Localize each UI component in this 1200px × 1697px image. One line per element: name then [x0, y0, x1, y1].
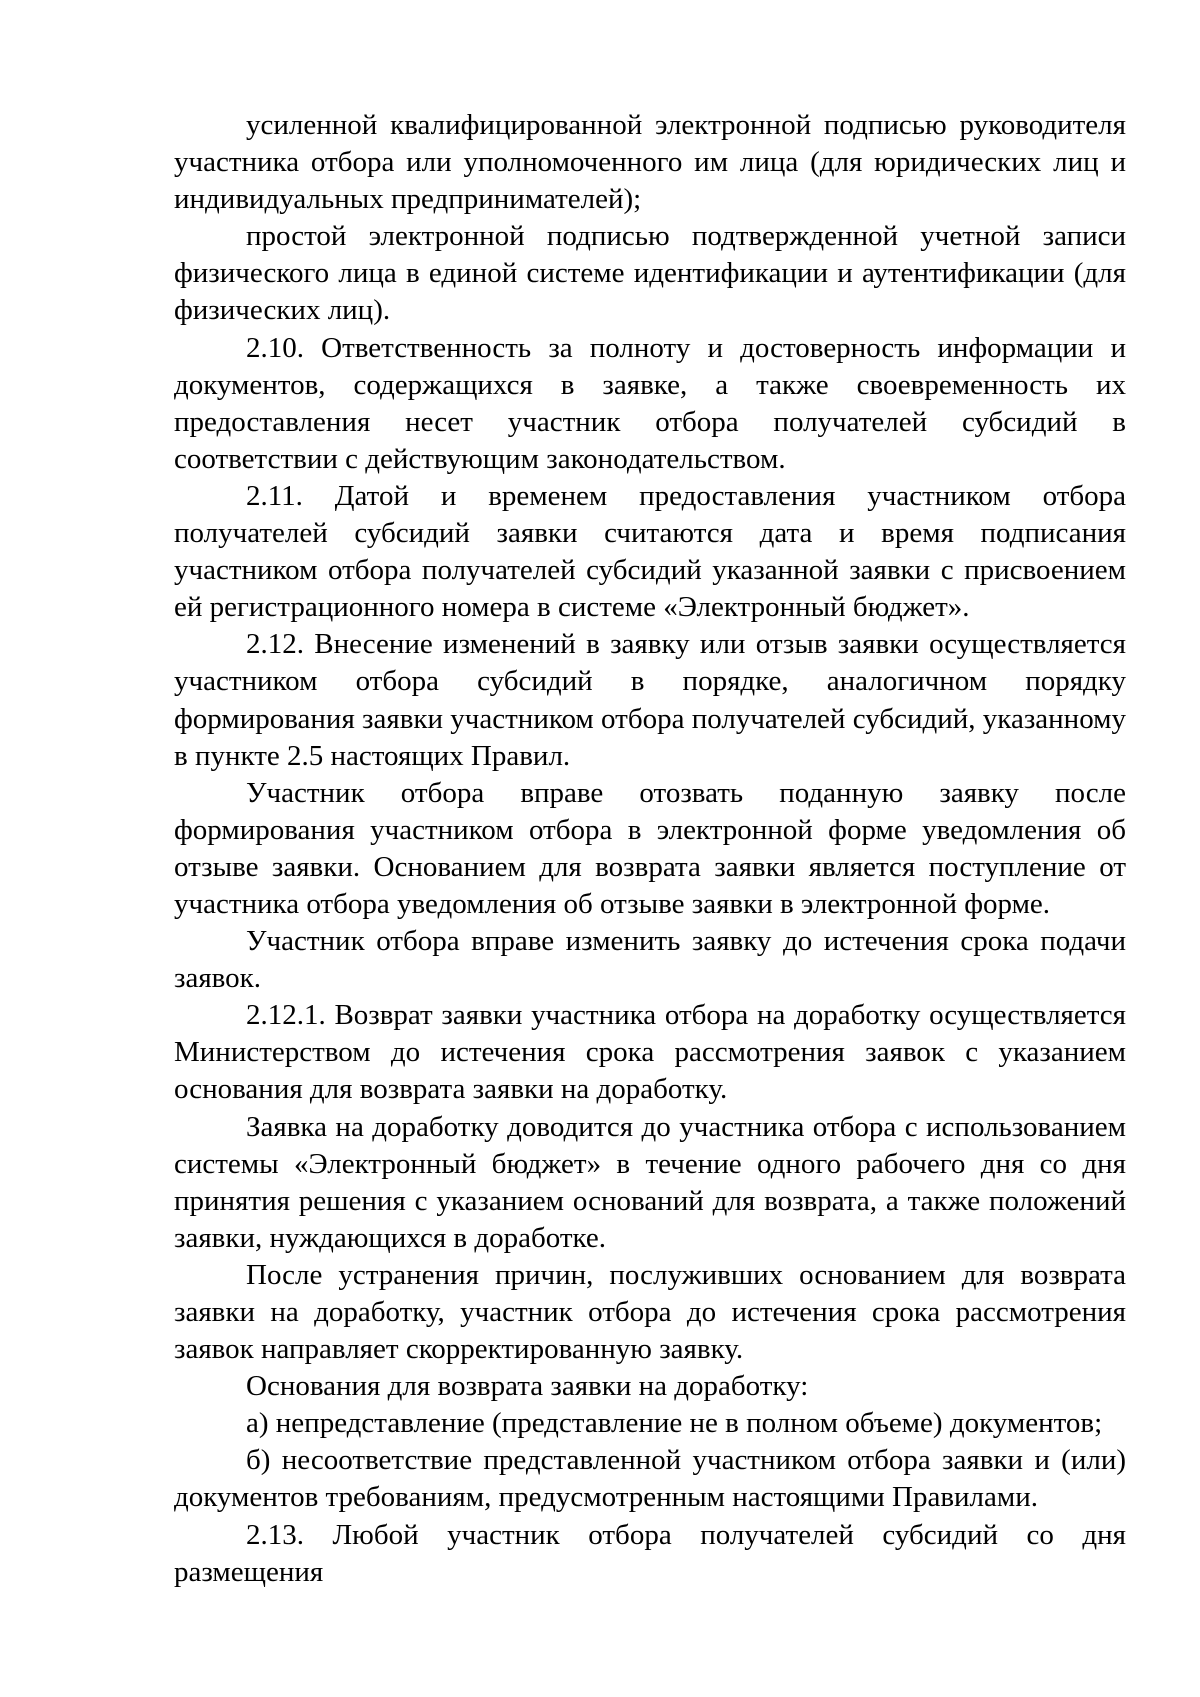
paragraph-withdraw-application: Участник отбора вправе отозвать поданную заявку после формирования участником отбора в электронной форме уведомления об отзыве заявки. Основанием для возврата заявки является поступление от участника отбора уведомления об отзыве заявки в электронной форме. [174, 776, 1126, 920]
paragraph-signature-simple: простой электронной подписью подтвержденной учетной записи физического лица в единой системе идентификации и аутентификации (для физических лиц). [174, 220, 1126, 327]
paragraph-ground-b: б) несоответствие представленной участником отбора заявки и (или) документов требованиям, предусмотренным настоящими Правилами. [174, 1444, 1126, 1514]
paragraph-ground-a: а) непредставление (представление не в полном объеме) документов; [246, 1407, 1103, 1440]
paragraph-signature-qualified: усиленной квалифицированной электронной подписью руководителя участника отбора или уполномоченного им лица (для юридических лиц и индивидуальных предпринимателей); [174, 109, 1126, 216]
paragraph-2-11: 2.11. Датой и временем предоставления участником отбора получателей субсидий заявки считаются дата и время подписания участником отбора получателей субсидий указанной заявки с присвоением ей регистрационного номера в системе «Электронный бюджет». [174, 479, 1126, 624]
document-page [174, 107, 1126, 1591]
paragraph-2-12-1: 2.12.1. Возврат заявки участника отбора на доработку осуществляется Министерством до истечения срока рассмотрения заявок с указанием основания для возврата заявки на доработку. [174, 999, 1126, 1106]
paragraph-after-rework: После устранения причин, послуживших основанием для возврата заявки на доработку, участник отбора до истечения срока рассмотрения заявок направляет скорректированную заявку. [174, 1258, 1126, 1366]
paragraph-change-application: Участник отбора вправе изменить заявку до истечения срока подачи заявок. [174, 925, 1126, 995]
paragraph-return-grounds-heading: Основания для возврата заявки на доработку: [246, 1370, 809, 1403]
paragraph-2-12: 2.12. Внесение изменений в заявку или отзыв заявки осуществляется участником отбора субсидий в порядке, аналогичном порядку формирования заявки участником отбора получателей субсидий, указанному в пункте 2.5 настоящих Правил. [174, 628, 1126, 772]
paragraph-rework-notice: Заявка на доработку доводится до участника отбора с использованием системы «Электронный бюджет» в течение одного рабочего дня со дня принятия решения с указанием оснований для возврата, а также положений заявки, нуждающихся в доработке. [174, 1110, 1126, 1254]
paragraph-2-13: 2.13. Любой участник отбора получателей субсидий со дня размещения [174, 1518, 1126, 1588]
paragraph-2-10: 2.10. Ответственность за полноту и достоверность информации и документов, содержащихся в заявке, а также своевременность их предоставления несет участник отбора получателей субсидий в соответствии с действующим законодательством. [174, 331, 1126, 475]
